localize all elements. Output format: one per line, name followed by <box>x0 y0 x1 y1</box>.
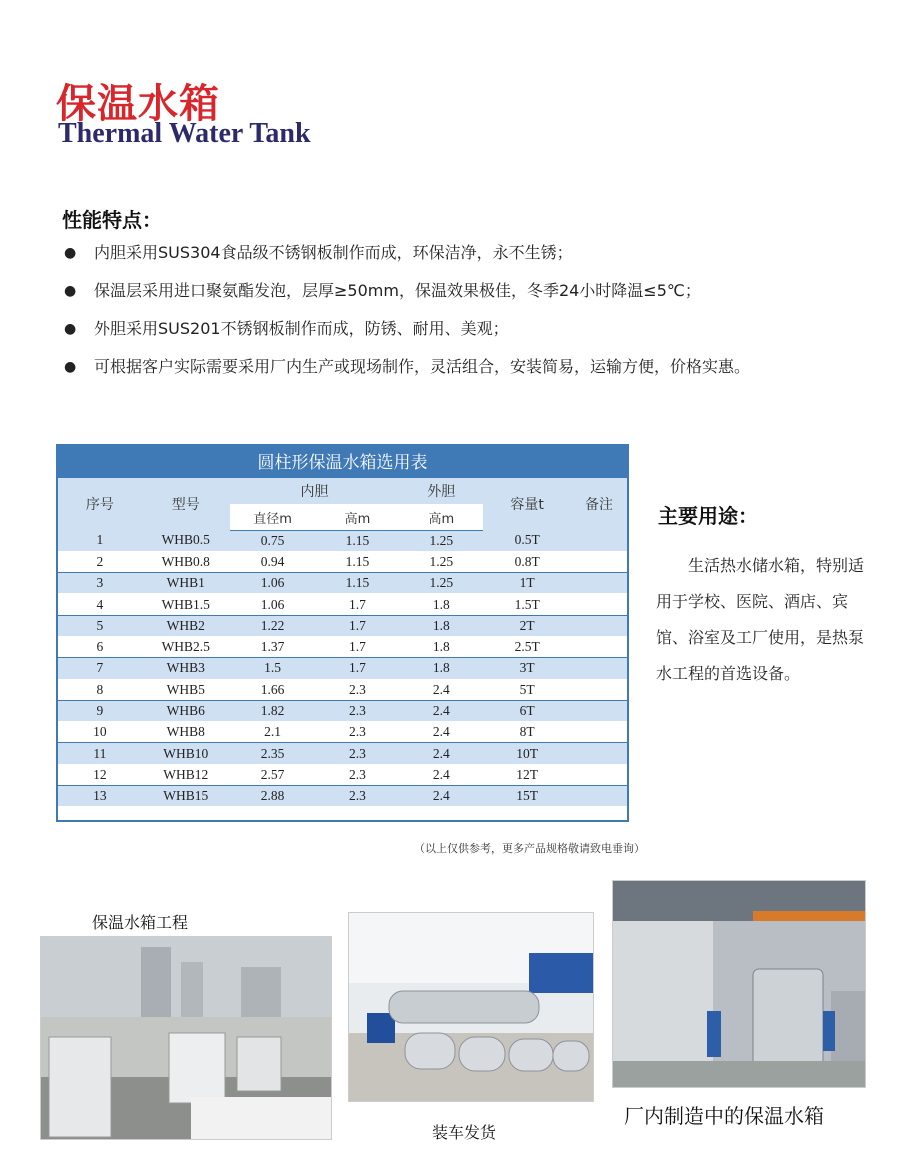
list-item: ● 内胆采用SUS304食品级不锈钢板制作而成，环保洁净，永不生锈； <box>64 240 884 278</box>
table-cell: 1.8 <box>399 658 483 679</box>
table-cell <box>571 679 627 700</box>
table-cell: 10T <box>483 743 571 764</box>
table-cell: 15T <box>483 786 571 807</box>
table-cell: 2.1 <box>230 722 316 743</box>
table-cell: 1.25 <box>399 573 483 594</box>
col-inner: 内胆 <box>230 478 400 504</box>
table-cell: 10 <box>58 722 142 743</box>
table-cell <box>571 615 627 636</box>
table-title: 圆柱形保温水箱选用表 <box>58 446 627 478</box>
table-cell <box>571 573 627 594</box>
bullet-icon: ● <box>64 359 77 375</box>
table-row <box>58 594 627 615</box>
table-cell: 1.5T <box>483 594 571 615</box>
table-cell <box>571 594 627 615</box>
table-cell <box>571 786 627 807</box>
col-capacity: 容量t <box>483 478 571 530</box>
table-cell: 12T <box>483 764 571 785</box>
table-cell: 1.66 <box>230 679 316 700</box>
col-outer: 外胆 <box>399 478 483 504</box>
table-cell: 2.88 <box>230 786 316 807</box>
table-cell: 6T <box>483 700 571 721</box>
col-no: 序号 <box>58 478 142 530</box>
features-heading: 性能特点： <box>62 208 162 232</box>
table-cell: 1.7 <box>316 615 400 636</box>
factory-photo <box>612 880 866 1088</box>
shipping-photo <box>348 912 594 1102</box>
table-cell: 1.37 <box>230 636 316 657</box>
project-caption: 保温水箱工程 <box>92 913 189 932</box>
table-cell: 1.82 <box>230 700 316 721</box>
table-row <box>58 764 627 785</box>
list-item: ● 保温层采用进口聚氨酯发泡，层厚≥50mm，保温效果极佳，冬季24小时降温≤5℃； <box>64 278 884 316</box>
table-row <box>58 722 627 743</box>
table-cell: 1.7 <box>316 594 400 615</box>
table-cell: 0.8T <box>483 551 571 572</box>
shipping-caption: 装车发货 <box>432 1123 497 1142</box>
bullet-icon: ● <box>64 321 77 337</box>
table-cell: WHB1 <box>142 573 230 594</box>
table-cell: 11 <box>58 743 142 764</box>
table-cell: 1.15 <box>316 551 400 572</box>
table-cell: 1.15 <box>316 573 400 594</box>
table-cell: 2.3 <box>316 743 400 764</box>
table-cell: 2 <box>58 551 142 572</box>
table-cell <box>571 551 627 572</box>
table-cell: WHB5 <box>142 679 230 700</box>
table-cell: 1.7 <box>316 658 400 679</box>
table-row <box>58 551 627 572</box>
table-cell <box>571 743 627 764</box>
table-cell: WHB8 <box>142 722 230 743</box>
table-cell <box>571 658 627 679</box>
table-cell: 3T <box>483 658 571 679</box>
table-cell: 2.4 <box>399 700 483 721</box>
table-cell: 2.4 <box>399 679 483 700</box>
table-cell: 1.15 <box>316 530 400 551</box>
table-cell: 2.5T <box>483 636 571 657</box>
selection-table <box>56 444 629 822</box>
table-cell: WHB6 <box>142 700 230 721</box>
page-subtitle: Thermal Water Tank <box>58 118 311 149</box>
table-row <box>58 743 627 764</box>
table-cell: 2.4 <box>399 743 483 764</box>
list-item: ● 外胆采用SUS201不锈钢板制作而成，防锈、耐用、美观； <box>64 316 884 354</box>
table-cell: 1T <box>483 573 571 594</box>
table-note: （以上仅供参考，更多产品规格敬请致电垂询） <box>414 842 645 855</box>
table-cell: WHB12 <box>142 764 230 785</box>
table-cell: 0.5T <box>483 530 571 551</box>
table-cell: 1 <box>58 530 142 551</box>
table-cell: 1.5 <box>230 658 316 679</box>
table-cell: 0.94 <box>230 551 316 572</box>
table-cell: 9 <box>58 700 142 721</box>
table-cell: WHB0.5 <box>142 530 230 551</box>
table-cell: 13 <box>58 786 142 807</box>
table-cell: WHB3 <box>142 658 230 679</box>
table-cell: 1.06 <box>230 573 316 594</box>
col-remark: 备注 <box>571 478 627 530</box>
table-cell <box>571 722 627 743</box>
bullet-icon: ● <box>64 245 77 261</box>
table-cell: 5T <box>483 679 571 700</box>
col-inner-dia: 直径m <box>230 504 316 530</box>
table-cell: WHB0.8 <box>142 551 230 572</box>
table-cell: 2T <box>483 615 571 636</box>
table-cell: 4 <box>58 594 142 615</box>
table-cell: 1.8 <box>399 636 483 657</box>
table-cell: 2.3 <box>316 722 400 743</box>
table-cell: 1.06 <box>230 594 316 615</box>
bullet-icon: ● <box>64 283 77 299</box>
table-cell <box>571 530 627 551</box>
table-row <box>58 573 627 594</box>
project-photo <box>40 936 332 1140</box>
table-cell <box>571 700 627 721</box>
table-cell: 2.4 <box>399 786 483 807</box>
table-cell: 2.3 <box>316 700 400 721</box>
table-row <box>58 679 627 700</box>
table-cell: 1.25 <box>399 530 483 551</box>
table-row <box>58 615 627 636</box>
page-title: 保温水箱 <box>56 81 220 127</box>
features-list <box>64 240 884 392</box>
table-row <box>58 786 627 807</box>
table-cell: 1.8 <box>399 615 483 636</box>
table-cell: 2.3 <box>316 764 400 785</box>
table-cell: 5 <box>58 615 142 636</box>
table-cell <box>571 764 627 785</box>
table-cell: 12 <box>58 764 142 785</box>
table-cell: 2.4 <box>399 722 483 743</box>
table-cell: 1.25 <box>399 551 483 572</box>
table-cell: 8T <box>483 722 571 743</box>
table-cell: 3 <box>58 573 142 594</box>
table-cell: 2.3 <box>316 786 400 807</box>
table-cell: 1.22 <box>230 615 316 636</box>
table-cell: 2.3 <box>316 679 400 700</box>
table-cell: 8 <box>58 679 142 700</box>
table-cell: WHB2 <box>142 615 230 636</box>
table-cell: 1.7 <box>316 636 400 657</box>
table-cell: WHB15 <box>142 786 230 807</box>
table-cell: 7 <box>58 658 142 679</box>
table-cell: WHB2.5 <box>142 636 230 657</box>
list-item: ● 可根据客户实际需要采用厂内生产或现场制作，灵活组合，安装简易，运输方便，价格实惠。 <box>64 354 884 392</box>
col-model: 型号 <box>142 478 230 530</box>
table-cell <box>571 636 627 657</box>
table-row <box>58 658 627 679</box>
col-inner-h: 高m <box>316 504 400 530</box>
usage-heading: 主要用途： <box>658 504 758 528</box>
factory-caption: 厂内制造中的保温水箱 <box>624 1104 824 1128</box>
table-row <box>58 700 627 721</box>
table-cell: 2.57 <box>230 764 316 785</box>
table-cell: 2.35 <box>230 743 316 764</box>
table-cell: 1.8 <box>399 594 483 615</box>
table-cell: WHB1.5 <box>142 594 230 615</box>
table-cell: WHB10 <box>142 743 230 764</box>
table-row <box>58 530 627 551</box>
table-row <box>58 636 627 657</box>
col-outer-h: 高m <box>399 504 483 530</box>
table-cell: 6 <box>58 636 142 657</box>
usage-text: 生活热水储水箱，特别适用于学校、医院、酒店、宾馆、浴室及工厂使用，是热泵水工程的首选设备。 <box>656 556 865 683</box>
table-cell: 2.4 <box>399 764 483 785</box>
table-cell: 0.75 <box>230 530 316 551</box>
